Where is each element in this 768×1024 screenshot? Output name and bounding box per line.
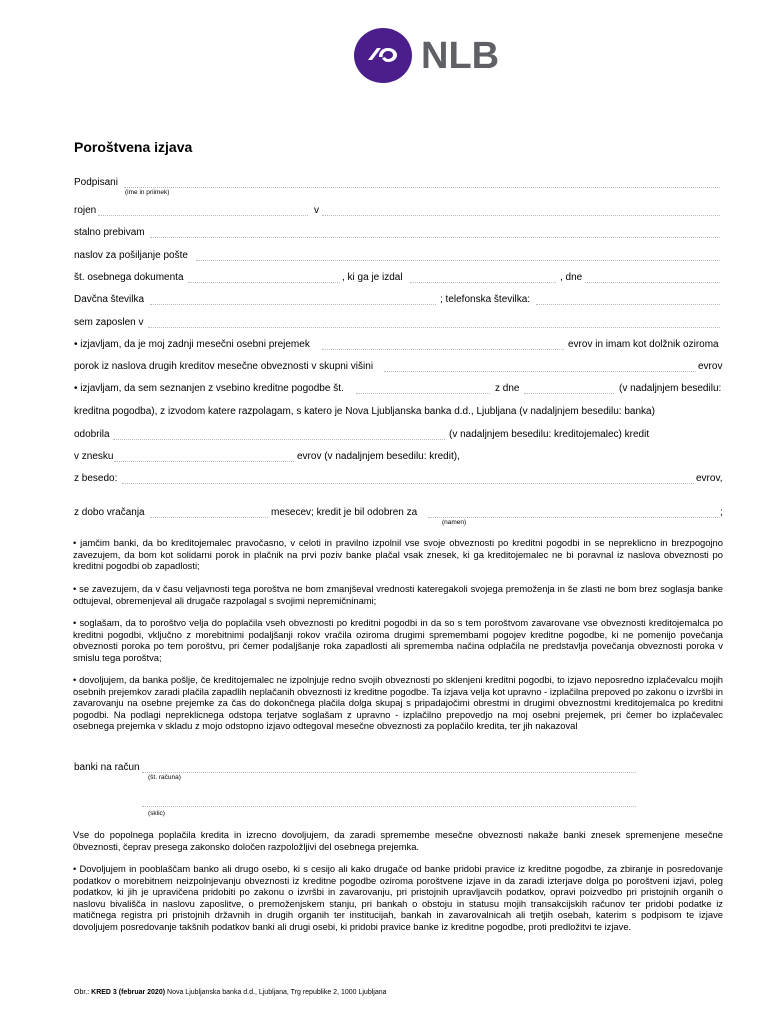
label-evrov-dolznik: evrov in imam kot dolžnik oziroma — [568, 339, 719, 350]
field-dne[interactable] — [585, 282, 720, 283]
field-kraj[interactable] — [322, 215, 720, 216]
paragraph-pooblascam: • Dovoljujem in pooblaščam banko ali drugo osebo, ki s cesijo ali kako drugače od banke pridobi pravice iz kreditne pogodbe, za zbiranje in posredovanje podatkov o morebitnem neizpolnjevanju obveznosti iz kreditne pogodbe oziroma poroštvene izjave in da zaradi izterjave dolga po poroštveni izjavi, poleg podatkov, ki jih je upravičena pridobiti po zakonu o izvršbi in zavarovanju, pri pristojnih upravljavcih podatkov, opravi poizvedbo pri pristojnih organih o naslovu bivališča in naslovu zaposlitve, o premoženjskem stanju, pri bankah o obstoju in statusu mojih transakcijskih računov ter pridobi podatke iz matičnega registra pri pristojnih državnih in drugih organih ter institucijah, bankah in zavarovalnicah ali tretjih osebah, katerim s podpisom te izjave dovoljujem posredovanje takšnih podatkov banki ali drugi osebi, ki pridobi pravice banke iz kreditne pogodbe, proti predložitvi te izjave. — [73, 863, 723, 932]
field-pogodba-st[interactable] — [356, 393, 490, 394]
footer-obr: Obr.: — [74, 989, 90, 996]
label-telefon: ; telefonska številka: — [440, 294, 531, 305]
label-kreditojemalec: (v nadaljnjem besedilu: kreditojemalec) kredit — [449, 429, 650, 440]
field-rojen[interactable] — [98, 215, 308, 216]
brand-name: NLB — [421, 35, 500, 77]
label-porok: porok iz naslova drugih kreditov mesečne obveznosti v skupni višini — [74, 361, 374, 372]
footer-address: Nova Ljubljanska banka d.d., Ljubljana, Trg republike 2, 1000 Ljubljana — [167, 989, 387, 996]
label-v: v — [314, 205, 319, 216]
field-pogodba-dne[interactable] — [524, 393, 614, 394]
label-izdal: , ki ga je izdal — [342, 272, 403, 283]
label-rojen: rojen — [74, 205, 97, 216]
field-name[interactable] — [124, 187, 720, 188]
field-stalno[interactable] — [150, 237, 720, 238]
paragraph-dovoljujem: • dovoljujem, da banka pošlje, če kreditojemalec ne izpolnjuje redno svojih obveznosti po sklenjeni kreditni pogodbi, to izjavo neposredno izplačevalcu mojih osebnih prejemkov zaradi plačila zapadlih neplačanih obveznosti iz kreditne pogodbe. Ta izjava velja kot upravno - izplačilna prepoved po zakonu o izvršbi in zavarovanju na osebne prejemke za čas do dokončnega plačila dolga skupaj s pripadajočimi obrestmi in drugimi obveznostmi kreditojemalca po kreditni pogodbi. Na podlagi nepreklicnega odstopa terjatve soglašam z upravno - izplačilno prepovedjo na moj osebni prejemek, pri čemer bo izplačevalec osebnega prejemka v skladu z mojo odstopno izjavo odtegoval mesečne obveznosti za poplačilo kredita, ter jih nakazoval — [73, 674, 723, 732]
field-prejemek[interactable] — [322, 349, 564, 350]
field-izdal[interactable] — [410, 282, 556, 283]
label-banki-na-racun: banki na račun — [74, 762, 140, 773]
label-mesecev: mesecev; kredit je bil odobren za — [271, 507, 418, 518]
label-evrov-kredit: evrov (v nadaljnjem besedilu: kredit), — [297, 451, 460, 462]
field-dokument[interactable] — [188, 282, 340, 283]
field-zaposlen[interactable] — [148, 327, 720, 328]
nlb-logo-icon — [353, 27, 413, 84]
field-davcna[interactable] — [150, 304, 436, 305]
field-doba[interactable] — [150, 517, 268, 518]
paragraph-jamcim: • jamčim banki, da bo kreditojemalec pravočasno, v celoti in pravilno izpolnil vse svoje obveznosti po kreditni pogodbi in se nepreklicno in brezpogojno zavezujem, da bom kot solidarni porok in plačnik na prvi poziv banke plačal vsak znesek, ki ga kreditojemalec ne bi poravnal iz naslova obveznosti po kreditni pogodbi ob zapadlosti; — [73, 537, 723, 572]
sub-racun: (št. računa) — [148, 774, 181, 781]
field-kreditojemalec[interactable] — [113, 439, 445, 440]
label-v-znesku: v znesku — [74, 451, 114, 462]
field-sklic[interactable] — [142, 806, 636, 807]
sub-sklic: (sklic) — [148, 810, 165, 817]
field-namen[interactable] — [428, 517, 720, 518]
label-davcna: Davčna številka — [74, 294, 145, 305]
field-telefon[interactable] — [536, 304, 720, 305]
sub-namen: (namen) — [442, 519, 467, 526]
label-nadaljnjem-1: (v nadaljnjem besedilu: — [619, 383, 722, 394]
sub-ime: (ime in priimek) — [125, 189, 170, 196]
paragraph-vse-do: Vse do popolnega poplačila kredita in izrecno dovoljujem, da zaradi spremembe mesečne obveznosti nakaže banki znesek spremenjene mesečne 0bveznosti, čeprav presega zakonsko določen razpoložljivi del osebnega prejemka. — [73, 829, 723, 852]
label-z-dobo: z dobo vračanja — [74, 507, 145, 518]
paragraph-soglasam: • soglašam, da to poroštvo velja do poplačila vseh obveznosti po kreditni pogodbi in da so s tem poroštvom zavarovane vse obveznosti kreditojemalca po kreditni pogodbi, vključno z morebitnimi podaljšanji rokov vračila oziroma drugimi spremembami pogojev kreditne pogodbe, ki ne pomenijo povečanja obveznosti poroka po tem poroštvu, pri čemer podaljšanje roka zapadlosti ali sprememba načina odplačila ne predstavlja povečanja obveznosti poroka v smislu tega poroštva; — [73, 617, 723, 663]
label-naslov: naslov za pošiljanje pošte — [74, 250, 188, 261]
label-odobrila: odobrila — [74, 429, 110, 440]
field-naslov[interactable] — [196, 260, 720, 261]
label-dne: , dne — [560, 272, 583, 283]
field-z-besedo[interactable] — [122, 483, 694, 484]
label-semicolon: ; — [720, 507, 723, 518]
label-dokument: št. osebnega dokumenta — [74, 272, 184, 283]
footer — [74, 988, 387, 997]
label-podpisani: Podpisani — [74, 177, 118, 188]
field-znesek[interactable] — [114, 461, 294, 462]
label-z-besedo: z besedo: — [74, 473, 118, 484]
label-stalno: stalno prebivam — [74, 227, 145, 238]
field-racun[interactable] — [142, 772, 636, 773]
field-visina[interactable] — [384, 371, 696, 372]
label-z-dne: z dne — [495, 383, 520, 394]
label-izjavljam2: • izjavljam, da sem seznanjen z vsebino kreditne pogodbe št. — [74, 383, 344, 394]
label-evrov-1: evrov — [698, 361, 723, 372]
label-zaposlen: sem zaposlen v — [74, 317, 144, 328]
paragraph-zavezujem: • se zavezujem, da v času veljavnosti tega poroštva ne bom zmanjševal vrednosti kateregakoli svojega premoženja in še zlasti ne bom brez soglasja banke odtujeval, obremenjeval ali drugače razpolagal s svojimi nepremičninami; — [73, 583, 723, 606]
page-title: Poroštvena izjava — [74, 139, 193, 155]
footer-code: KRED 3 (februar 2020) — [91, 989, 166, 996]
label-izjavljam1: • izjavljam, da je moj zadnji mesečni osebni prejemek — [74, 339, 310, 350]
label-kreditna: kreditna pogodba), z izvodom katere razpolagam, s katero je Nova Ljubljanska banka d.d., Ljubljana (v nadaljnjem besedilu: banka) — [74, 406, 655, 417]
label-evrov-2: evrov, — [696, 473, 723, 484]
